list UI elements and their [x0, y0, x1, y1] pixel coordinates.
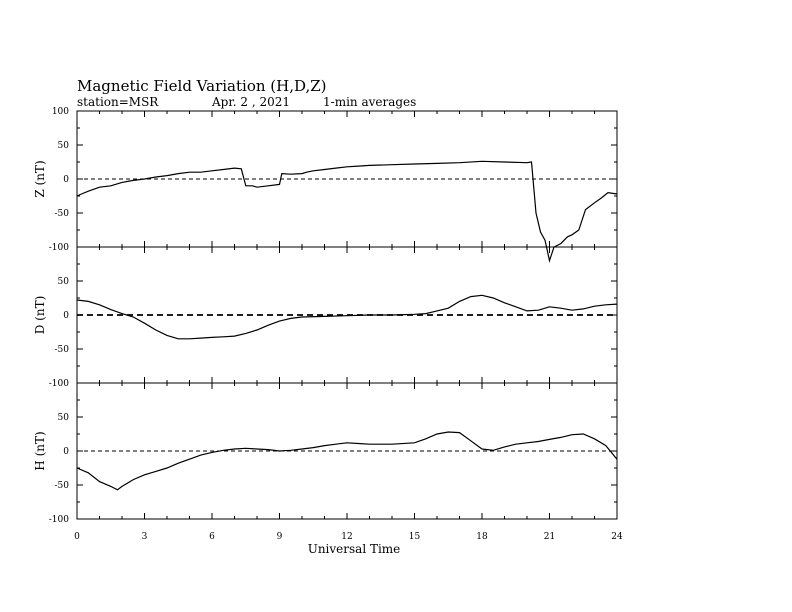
y-tick-label: 100	[51, 107, 69, 117]
chart-title: Magnetic Field Variation (H,D,Z)	[77, 77, 327, 95]
averaging-label: 1-min averages	[323, 95, 417, 109]
y-tick-label: -50	[54, 209, 69, 219]
date-label: Apr. 2 , 2021	[212, 95, 291, 109]
panels-group	[33, 107, 617, 525]
y-tick-label: -100	[48, 379, 69, 389]
y-tick-label: 0	[63, 311, 69, 321]
x-axis	[74, 532, 623, 542]
series-line-d	[77, 295, 617, 339]
y-tick-label: 50	[57, 277, 69, 287]
y-tick-label: -50	[54, 481, 69, 491]
panel-h	[33, 383, 617, 525]
y-axis-label: Z (nT)	[33, 160, 47, 198]
x-tick-label: 15	[408, 532, 421, 542]
x-tick-label: 18	[476, 532, 488, 542]
x-tick-label: 12	[341, 532, 353, 542]
y-axis-label: D (nT)	[33, 295, 47, 335]
y-tick-label: -50	[54, 345, 69, 355]
y-axis-label: H (nT)	[33, 431, 47, 471]
y-tick-label: 50	[57, 141, 69, 151]
x-tick-label: 24	[611, 532, 623, 542]
station-label: station=MSR	[77, 95, 159, 109]
x-tick-label: 21	[543, 532, 556, 542]
panel-z	[33, 107, 617, 261]
series-line-h	[77, 432, 617, 490]
y-tick-label: 0	[63, 447, 69, 457]
y-tick-label: -100	[48, 243, 69, 253]
x-tick-label: 3	[141, 532, 148, 542]
panel-d	[33, 247, 617, 389]
x-tick-label: 9	[276, 532, 283, 542]
y-tick-label: -100	[48, 515, 69, 525]
x-tick-label: 0	[74, 532, 80, 542]
x-tick-label: 6	[209, 532, 215, 542]
y-tick-label: 0	[63, 175, 69, 185]
y-tick-label: 50	[57, 413, 69, 423]
x-axis-label: Universal Time	[307, 542, 401, 556]
